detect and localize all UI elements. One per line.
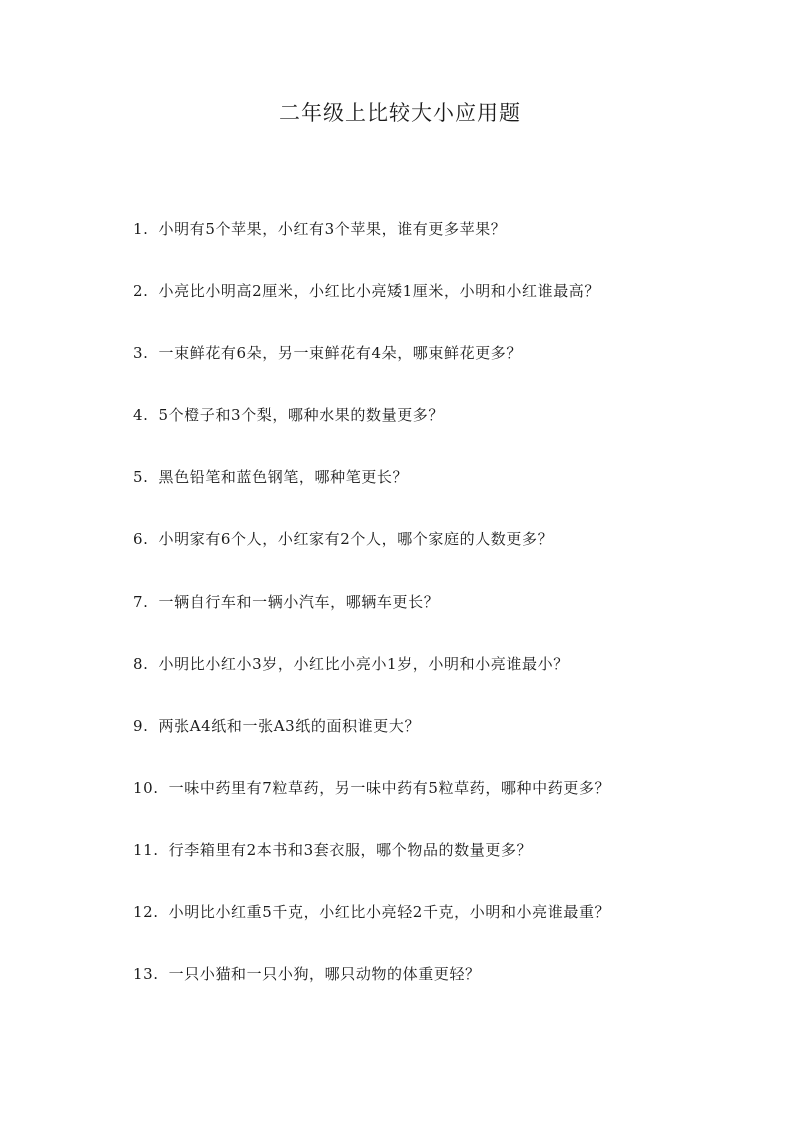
question-text: 一味中药里有7粒草药，另一味中药有5粒草药，哪种中药更多？ [168, 778, 611, 797]
question-item [133, 585, 773, 647]
question-text: 一束鲜花有6朵，另一束鲜花有4朵，哪束鲜花更多？ [158, 344, 523, 363]
question-item [133, 212, 773, 274]
question-number: 13. [133, 965, 159, 984]
question-item [133, 709, 773, 771]
question-text: 小亮比小明高2厘米，小红比小亮矮1厘米，小明和小红谁最高？ [158, 282, 601, 301]
question-number: 5. [133, 468, 149, 487]
question-number: 6. [133, 530, 149, 549]
question-item [133, 274, 773, 336]
question-list [133, 212, 773, 1019]
question-text: 一只小猫和一只小狗，哪只动物的体重更轻？ [168, 965, 481, 984]
question-text: 两张A4纸和一张A3纸的面积谁更大？ [158, 716, 421, 735]
question-number: 7. [133, 592, 149, 611]
question-item [133, 647, 773, 709]
question-number: 11. [133, 840, 159, 859]
question-text: 5个橙子和3个梨，哪种水果的数量更多？ [158, 406, 445, 425]
question-number: 1. [133, 220, 149, 238]
question-text: 黑色铅笔和蓝色钢笔，哪种笔更长？ [158, 468, 409, 487]
question-number: 12. [133, 903, 159, 922]
question-number: 8. [133, 654, 149, 673]
question-number: 3. [133, 344, 149, 363]
question-item [133, 460, 773, 522]
question-item [133, 336, 773, 398]
question-text: 小明比小红小3岁，小红比小亮小1岁，小明和小亮谁最小？ [158, 654, 569, 673]
question-item [133, 398, 773, 460]
question-text: 小明比小红重5千克，小红比小亮轻2千克，小明和小亮谁最重？ [168, 903, 611, 922]
question-item [133, 833, 773, 895]
question-item [133, 522, 773, 584]
question-number: 10. [133, 778, 159, 797]
question-text: 小明家有6个人，小红家有2个人，哪个家庭的人数更多？ [158, 530, 554, 549]
question-item [133, 895, 773, 957]
question-item [133, 771, 773, 833]
question-item [133, 957, 773, 1019]
question-number: 2. [133, 282, 149, 301]
question-text: 小明有5个苹果，小红有3个苹果，谁有更多苹果？ [158, 220, 507, 238]
question-number: 4. [133, 406, 149, 425]
question-text: 行李箱里有2本书和3套衣服，哪个物品的数量更多？ [168, 840, 533, 859]
question-number: 9. [133, 716, 149, 735]
question-text: 一辆自行车和一辆小汽车，哪辆车更长？ [158, 592, 440, 611]
page-title: 二年级上比较大小应用题 [279, 101, 521, 125]
